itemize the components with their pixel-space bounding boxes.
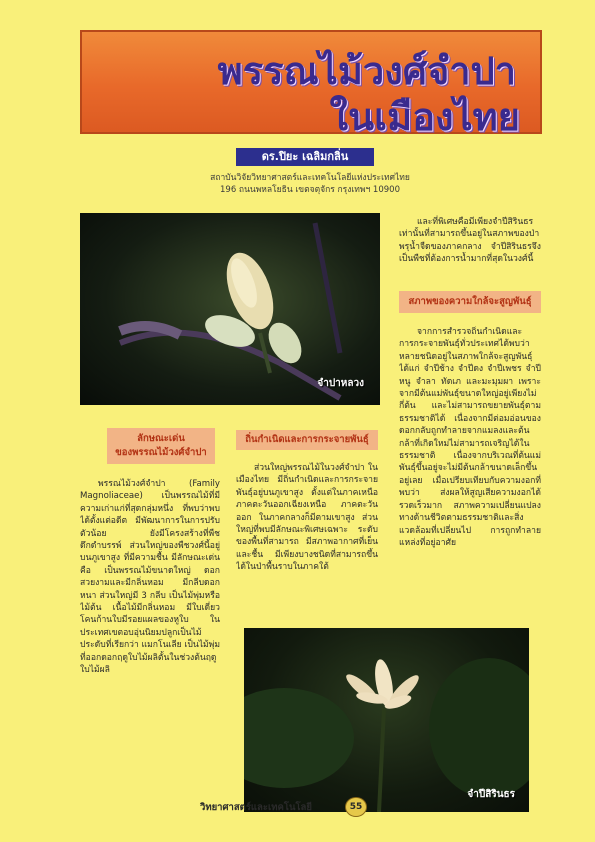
col3-top-text <box>399 216 541 266</box>
col2-body <box>236 462 378 612</box>
col3-paragraph: จากการสำรวจถิ่นกำเนิดและการกระจายพันธุ์ทั่วประเทศได้พบว่า หลายชนิดอยู่ในสภาพใกล้จะสูญพันธุ์ ได้แก่ จำปีช้าง จำปีดง จำปีเพชร จำปีหนู จำลา ทัดเภ และมะมุมผา เพราะจากมีต้นแม่พันธุ์ขนาดใหญ่อยู่เพียงไม่กี่ต้น และไม่สามารถขยายพันธุ์ตามธรรมชาติได้ เนื่องจากมีต่อมอ่อนของดอกกลับถูกทำลายจากแมลงและต้นกล้าที่เกิดใหม่ไม่สามารถเจริญได้ในธรรมชาติ เนื่องจากบริเวณที่ต้นแม่พันธุ์ขึ้นอยู่จะไม่มีต้นกล้าขนาดเล็กขึ้นอยู่เลย เมื่อเปรียบเทียบกับความงอกที่พบว่า ส่งผลให้สูญเสียความงอกได้รวดเร็วมาก สภาพความเปลี่ยนแปลงทางด้านชีวิตตามธรรมชาติและสิ่งแวดล้อมที่เปลี่ยนไป การถูกทำลายแหล่งที่อยู่อาศัย <box>399 327 541 548</box>
col1-body <box>80 478 220 778</box>
page-number: 55 <box>345 797 367 817</box>
col2-paragraph: ส่วนใหญ่พรรณไม้ในวงศ์จำปา ในเมืองไทย มีถิ่นกำเนิดและการกระจายพันธุ์อยู่บนภูเขาสูง ตั้งแต่ในภาคเหนือ ภาคตะวันออกเฉียงเหนือ ภาคตะวันออก ในภาคกลางก็มีตามเขาสูง ส่วนใหญ่ที่พบมีลักษณะพิเศษเฉพาะ ระดับของพื้นที่สามารถ มีสภาพอากาศที่เย็นและชื้น มีเพียงบางชนิดที่สามารถขึ้นได้ในป่าพื้นราบในภาคใต้ <box>236 463 378 573</box>
col2-heading: ถิ่นกำเนิดและการกระจายพันธุ์ <box>236 430 378 450</box>
photo1-caption: จำปาหลวง <box>317 378 364 389</box>
col3-top-paragraph: และที่พิเศษคือมีเพียงจำปีสิรินธร เท่านั้นที่สามารถขึ้นอยู่ในสภาพของป่าพรุน้ำจืดของภาคกลาง จำปีสิรินธรจึงเป็นพืชที่ต้องการน้ำมากที่สุดในวงศ์นี้ <box>399 217 541 265</box>
magnolia-bud-photo <box>80 213 380 405</box>
col3-body <box>399 326 541 566</box>
col1-paragraph: พรรณไม้วงศ์จำปา (Family Magnoliaceae) เป็นพรรณไม้ที่มีความเก่าแก่ที่สุดกลุ่มหนึ่ง ที่พบว่าพบได้ตั้งแต่อดีต มีพัฒนาการในการปรับตัวน้อย ยังมีโครงสร้างที่พืชดึกดำบรรพ์ ส่วนใหญ่ของพืชวงศ์นี้อยู่บนภูเขาสูง ที่มีความชื้น มีลักษณะเด่นคือ เป็นพรรณไม้ขนาดใหญ่ ดอกสวยงามและมีกลิ่นหอม มีกลีบดอกหนา ส่วนใหญ่มี 3 กลีบ เป็นไม้พุ่มหรือไม้ต้น เนื้อไม้มีกลิ่นหอม มีใบเดี่ยว โคนก้านใบมีรอยแผลของหูใบ ในประเทศเขตอบอุ่นนิยมปลูกเป็นไม้ประดับที่เรียกว่า แมกโนเลีย เป็นไม้พุ่มที่ออกดอกฤดูใบไม้ผลิตั้นในช่วงต้นฤดูใบไม้ผลิ <box>80 479 220 676</box>
title-line-1: พรรณไม้วงศ์จำปา <box>217 49 516 93</box>
author-address: 196 ถนนพหลโยธิน เขตจตุจักร กรุงเทพฯ 10900 <box>220 185 400 195</box>
author-affiliation: สถาบันวิจัยวิทยาศาสตร์และเทคโนโลยีแห่งประเทศไทย <box>210 173 410 183</box>
author-name: ดร.ปิยะ เฉลิมกลิ่น <box>236 148 374 166</box>
journal-footer: วิทยาศาสตร์และเทคโนโลยี <box>200 802 312 813</box>
title-banner <box>80 30 542 139</box>
champak-flower-photo <box>244 628 529 812</box>
col1-heading: ลักษณะเด่น ของพรรณไม้วงศ์จำปา <box>107 428 215 464</box>
photo2-caption: จำปีสิรินธร <box>467 789 515 800</box>
champak-flower-illustration <box>244 628 529 812</box>
col3-heading: สภาพของความใกล้จะสูญพันธุ์ <box>399 291 541 313</box>
title-line-2: ในเมืองไทย <box>329 95 520 139</box>
